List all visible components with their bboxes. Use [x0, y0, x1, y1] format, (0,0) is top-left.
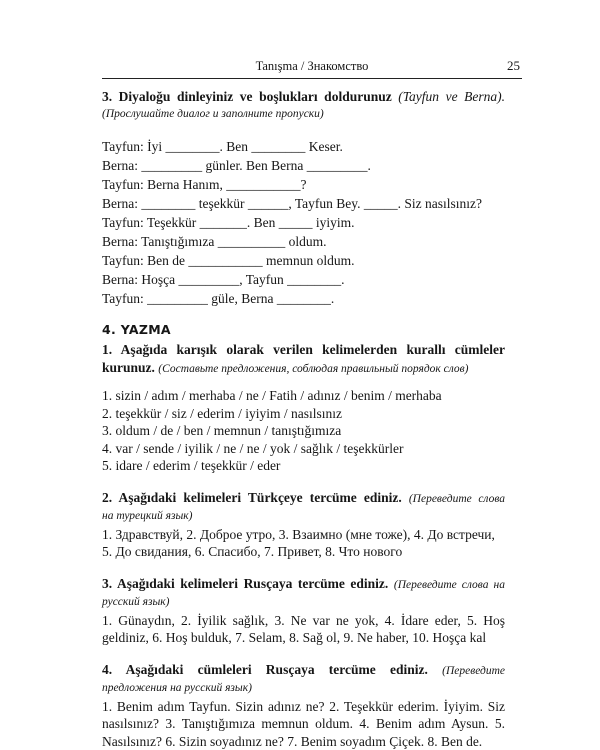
dialogue-line: Tayfun: İyi ________. Ben ________ Keser. [102, 139, 343, 154]
dialogue-line: Tayfun: Teşekkür _______. Ben _____ iyiyim. [102, 215, 355, 230]
writing-2-text-b: 5. До свидания, 6. Спасибо, 7. Привет, 8. Что нового [102, 544, 403, 559]
dialogue-line: Tayfun: Berna Hanım, ___________? [102, 177, 307, 192]
page-content [102, 88, 505, 750]
dialogue-line: Tayfun: Ben de ___________ memnun oldum. [102, 253, 355, 268]
writing-4-title-line [102, 661, 505, 681]
list-item: 1. sizin / adım / merhaba / ne / Fatih / adınız / benim / merhaba [102, 388, 442, 403]
writing-3-title-line [102, 575, 505, 595]
writing-1-title-line [102, 359, 505, 379]
writing-1-title-b: kurunuz. [102, 359, 155, 375]
exercise-3-listening [102, 88, 505, 308]
writing-3-instruction-b: русский язык) [102, 596, 170, 608]
exercise-3-title-line [102, 88, 505, 106]
writing-2-title-line [102, 489, 505, 509]
dialogue-line: Berna: _________ günler. Ben Berna _________. [102, 158, 371, 173]
dialogue-line: Tayfun: _________ güle, Berna ________. [102, 291, 335, 306]
section-heading-yazma: 4. YAZMA [102, 322, 171, 337]
running-title: Tanışma / Знакомство [255, 59, 369, 73]
writing-4-text-a: 1. Benim adım Tayfun. Sizin adınız ne? 2. Teşekkür ederim. İyiyim. Siz [102, 698, 505, 714]
exercise-3-title: 3. Diyaloğu dinleyiniz ve boşlukları doldurunuz [102, 89, 392, 104]
page-number: 25 [507, 58, 520, 73]
writing-2-title: 2. Aşağıdaki kelimeleri Türkçeye tercüme ediniz. [102, 489, 402, 505]
writing-exercise-1 [102, 341, 505, 475]
writing-2-instruction-b: на турецкий язык) [102, 510, 193, 522]
word-lists [102, 387, 505, 475]
writing-exercise-4 [102, 661, 505, 750]
list-item: 3. oldum / de / ben / memnun / tanıştığımıza [102, 423, 342, 438]
list-item: 2. teşekkür / siz / ederim / iyiyim / nasılsınız [102, 405, 342, 421]
writing-exercise-3 [102, 575, 505, 647]
list-item: 5. idare / ederim / teşekkür / eder [102, 458, 281, 473]
writing-4-title: 4. Aşağıdaki cümleleri Rusçaya tercüme ediniz. [102, 661, 428, 677]
writing-4-text-b: nasılsınız? 3. Tanıştığımıza memnun oldum. 4. Benim adım Aysun. 5. [102, 716, 505, 731]
writing-1-instruction: (Составьте предложения, соблюдая правильный порядок слов) [158, 362, 469, 375]
writing-2-instruction-a: (Переведите слова [408, 492, 505, 505]
dialogue-line: Berna: ________ teşekkür ______, Tayfun Bey. _____. Siz nasılsınız? [102, 196, 482, 211]
writing-2-text-a: 1. Здравствуй, 2. Доброе утро, 3. Взаимно (мне тоже), 4. До встречи, [102, 526, 495, 542]
dialogue-line: Berna: Hoşça _________, Tayfun ________. [102, 272, 345, 287]
list-item: 4. var / sende / iyilik / ne / ne / yok / sağlık / teşekkürler [102, 440, 404, 456]
writing-4-text-c: Nasılsınız? 6. Sizin soyadınız ne? 7. Benim soyadım Çiçek. 8. Ben de. [102, 733, 483, 749]
writing-3-text-b: geldiniz, 6. Hoş bulduk, 7. Selam, 8. Sağ ol, 9. Ne haber, 10. Hoşça kal [102, 630, 487, 645]
writing-4-instruction-a: (Переведите [442, 664, 505, 677]
page-header [102, 58, 522, 79]
exercise-3-instruction: (Прослушайте диалог и заполните пропуски) [102, 107, 324, 120]
dialogue [102, 137, 505, 308]
writing-exercise-2 [102, 489, 505, 561]
writing-3-title: 3. Aşağıdaki kelimeleri Rusçaya tercüme ediniz. [102, 575, 389, 591]
dialogue-line: Berna: Tanıştığımıza __________ oldum. [102, 234, 327, 249]
writing-3-instruction-a: (Переведите слова на [393, 578, 505, 591]
exercise-3-names: (Tayfun ve Berna). [398, 89, 505, 104]
writing-1-title-a: 1. Aşağıda karışık olarak verilen kelimelerden kurallı cümleler [102, 342, 505, 357]
writing-3-text-a: 1. Günaydın, 2. İyilik sağlık, 3. Ne var ne yok, 4. İdare eder, 5. Hoş [102, 612, 505, 628]
writing-4-instruction-b: предложения на русский язык) [102, 682, 252, 694]
